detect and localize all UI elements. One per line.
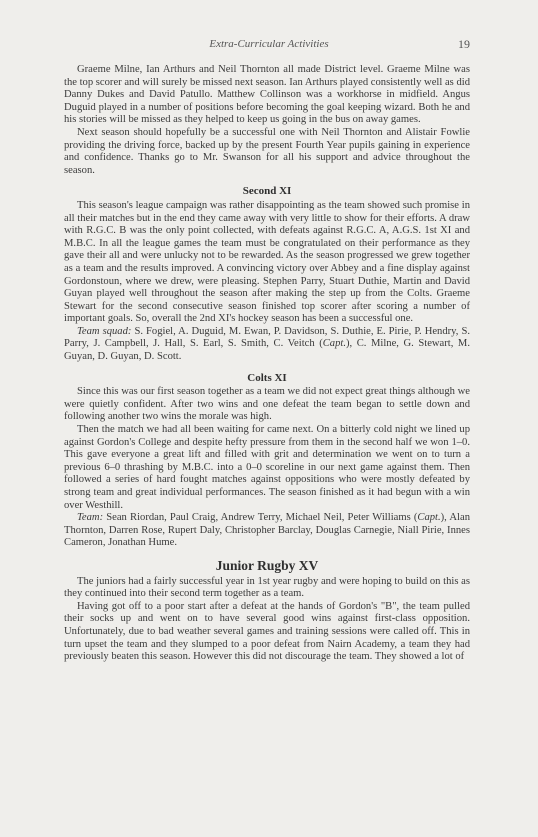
squad-list-part1: S. Fogiel, A. Duguid, M. Ewan, P. Davidson, S. Duthie, E. Pirie, P. Hendry, S. Parry, J. Campbell, J. Hall, S. Earl, S. Smith, C. Veitch ( [64, 325, 470, 350]
section-heading-colts-xi: Colts XI [247, 371, 287, 384]
intro-paragraph-1: Graeme Milne, Ian Arthurs and Neil Thornton all made District level. Graeme Milne was the top scorer and will surely be missed next season. Ian Arthurs played consistently well as did Danny Dukes and David Patullo. Matthew Collinson was a workhorse in midfield. Angus Duguid played in a number of positions before becoming the goal keeping wizard. Both he and his stories will be missed as they helped to keep us going in the bus on away games. [64, 64, 470, 126]
squad-list-part2: ), C. Milne, G. Stewart, M. Guyan, D. Guyan, D. Scott. [64, 338, 470, 363]
squad-label: Team squad: [77, 325, 132, 337]
section-heading-second-xi: Second XI [242, 185, 292, 198]
page-number: 19 [458, 37, 470, 51]
colts-team [64, 512, 470, 550]
rugby-paragraph-2: Having got off to a poor start after a defeat at the hands of Gordon's "B", the team pulled their socks up and went on to have several good wins against first-class opposition. Unfortunately, due to bad weather several games and training sessions were called off. This in turn upset the team and they slumped to a poor defeat from Nairn Academy, a team they had previously beaten this season. However this did not discourage the team. They showed a lot of [64, 600, 470, 663]
intro-paragraph-2: Next season should hopefully be a successful one with Neil Thornton and Alistair Fowlie providing the driving force, backed up by the present Fourth Year pupils gaining in experience and confidence. Thanks go to Mr. Swanson for all his support and advice throughout the season. [64, 126, 470, 176]
team-list-part1: Sean Riordan, Paul Craig, Andrew Terry, Michael Neil, Peter Williams ( [103, 512, 418, 524]
team-list-part2: ), Alan Thornton, Darren Rose, Rupert Daly, Christopher Barclay, Douglas Carnegie, Niall Pirie, Innes Cameron, Jonathan Hume. [64, 512, 470, 549]
colts-paragraph-1: Since this was our first season together as a team we did not expect great things although we were quietly confident. After two wins and one defeat the team began to settle down and following another two wins the morale was high. [64, 386, 470, 423]
article-body [64, 64, 470, 664]
team-label: Team: [77, 512, 104, 524]
rugby-paragraph-1: The juniors had a fairly successful year in 1st year rugby and were hoping to build on this as they continued into their second term together as a team. [64, 575, 470, 600]
second-xi-squad [64, 326, 470, 364]
second-xi-paragraph: This season's league campaign was rather disappointing as the team showed such promise in all their matches but in the end they came away with very little to show for their efforts. A draw with R.G.C. B was the only point collected, with defeats against R.G.C. A, A.G.S. 1st XI and M.B.C. In all the league games the team must be congratulated on their performance as they gave their all and were unlucky not to be rewarded. As the season progressed we grew together as a team and the results improved. A convincing victory over Abbey and a fine display against Gordonstoun, where we drew, were pleasing. Stephen Parry, Stuart Duthie, Martin and David Guyan played well throughout the season after making the step up from the Colts. Graeme Stewart for the second consecutive season finished top scorer after scoring a number of important goals. So, overall the 2nd XI's hockey season has been a successful one. [64, 199, 470, 325]
colts-paragraph-2: Then the match we had all been waiting for came next. On a bitterly cold night we lined up against Gordon's College and despite hefty pressure from them in the second half we won 1–0. This gave everyone a great lift and filled with grit and determination we went on to turn a previous 6–0 thrashing by M.B.C. into a 0–0 scoreline in our next game against them. Then followed a series of hard fought matches against oppositions who were mostly defeated by strong team and great individual performances. The season finished as it had begun with a win over Westhill. [64, 424, 470, 511]
team-captain-abbrev: Capt. [417, 512, 441, 524]
running-title: Extra-Curricular Activities [209, 38, 329, 50]
section-heading-junior-rugby: Junior Rugby XV [215, 557, 319, 573]
squad-captain-abbrev: Capt. [322, 338, 346, 350]
